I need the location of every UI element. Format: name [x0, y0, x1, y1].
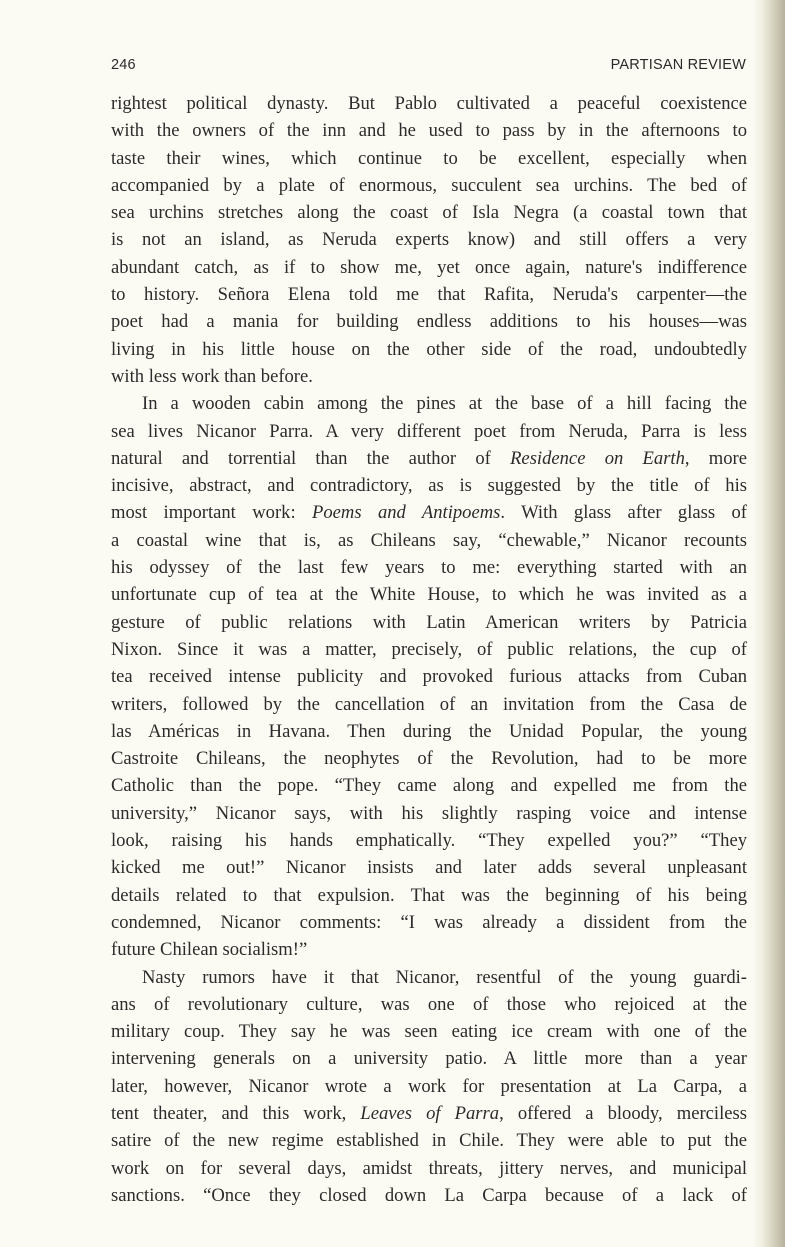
text-line: incisive, abstract, and contradictory, as is suggested by the title of his	[111, 475, 747, 497]
text-line: Castroite Chileans, the neophytes of the Revolution, had to be more	[111, 748, 747, 770]
text-line: sea lives Nicanor Parra. A very different poet from Neruda, Parra is less	[111, 420, 747, 442]
text-line: with the owners of the inn and he used to pass by in the afternoons to	[111, 120, 747, 142]
text-line: accompanied by a plate of enormous, succulent sea urchins. The bed of	[111, 174, 747, 196]
italic-title: Leaves of Parra	[360, 1102, 500, 1124]
italic-title: Residence on Earth	[510, 447, 685, 469]
text-line: with less work than before.	[111, 365, 313, 387]
text-line: look, raising his hands emphatically. “They expelled you?” “They	[111, 830, 747, 852]
paragraph-3	[111, 964, 747, 1210]
text-line: taste their wines, which continue to be excellent, especially when	[111, 147, 747, 169]
body-text	[111, 90, 747, 1209]
text-line: writers, followed by the cancellation of an invitation from the Casa de	[111, 693, 747, 715]
text-line: condemned, Nicanor comments: “I was already a dissident from the	[111, 911, 747, 933]
running-header	[111, 57, 746, 73]
text-line: gesture of public relations with Latin American writers by Patricia	[111, 611, 747, 633]
text-line: his odyssey of the last few years to me: everything started with an	[111, 557, 747, 579]
text-line: satire of the new regime established in Chile. They were able to put the	[111, 1130, 747, 1152]
text-line: living in his little house on the other side of the road, undoubtedly	[111, 338, 747, 360]
text-line: las Américas in Havana. Then during the Unidad Popular, the young	[111, 720, 747, 742]
text-line: details related to that expulsion. That was the beginning of his being	[111, 884, 747, 906]
text-line: Nasty rumors have it that Nicanor, resentful of the young guardi-	[142, 966, 747, 988]
paragraph-2	[111, 390, 747, 963]
text-line: abundant catch, as if to show me, yet once again, nature's indifference	[111, 256, 747, 278]
text-line: a coastal wine that is, as Chileans say, “chewable,” Nicanor recounts	[111, 529, 747, 551]
text-line: poet had a mania for building endless additions to his houses—was	[111, 311, 747, 333]
text-line: rightest political dynasty. But Pablo cultivated a peaceful coexistence	[111, 93, 747, 114]
text-line: tea received intense publicity and provoked furious attacks from Cuban	[111, 666, 747, 688]
text-line: tent theater, and this work, Leaves of Parra, offered a bloody, merciless	[111, 1102, 747, 1124]
text-line: most important work: Poems and Antipoems. With glass after glass of	[111, 502, 747, 524]
text-line: In a wooden cabin among the pines at the base of a hill facing the	[142, 393, 747, 415]
text-line: ans of revolutionary culture, was one of those who rejoiced at the	[111, 993, 747, 1015]
text-line: kicked me out!” Nicanor insists and later adds several unpleasant	[111, 857, 747, 879]
text-line: natural and torrential than the author of Residence on Earth, more	[111, 447, 747, 469]
text-line: sea urchins stretches along the coast of Isla Negra (a coastal town that	[111, 202, 747, 224]
italic-title: Poems and Antipoems	[312, 502, 501, 524]
text-line: future Chilean socialism!”	[111, 939, 308, 961]
text-line: to history. Señora Elena told me that Rafita, Neruda's carpenter—the	[111, 284, 747, 306]
running-title: PARTISAN REVIEW	[610, 57, 746, 73]
paragraph-1	[111, 90, 747, 390]
text-line: Catholic than the pope. “They came along and expelled me from the	[111, 775, 747, 797]
text-line: university,” Nicanor says, with his slightly rasping voice and intense	[111, 802, 747, 824]
text-line: later, however, Nicanor wrote a work for presentation at La Carpa, a	[111, 1075, 747, 1097]
text-line: is not an island, as Neruda experts know) and still offers a very	[111, 229, 747, 251]
text-line: unfortunate cup of tea at the White House, to which he was invited as a	[111, 584, 747, 606]
text-line: intervening generals on a university patio. A little more than a year	[111, 1048, 747, 1070]
text-line: sanctions. “Once they closed down La Carpa because of a lack of	[111, 1184, 747, 1206]
text-line: work on for several days, amidst threats, jittery nerves, and municipal	[111, 1157, 747, 1179]
page-number: 246	[111, 57, 136, 73]
text-line: military coup. They say he was seen eating ice cream with one of the	[111, 1021, 747, 1043]
text-line: Nixon. Since it was a matter, precisely, of public relations, the cup of	[111, 638, 747, 660]
